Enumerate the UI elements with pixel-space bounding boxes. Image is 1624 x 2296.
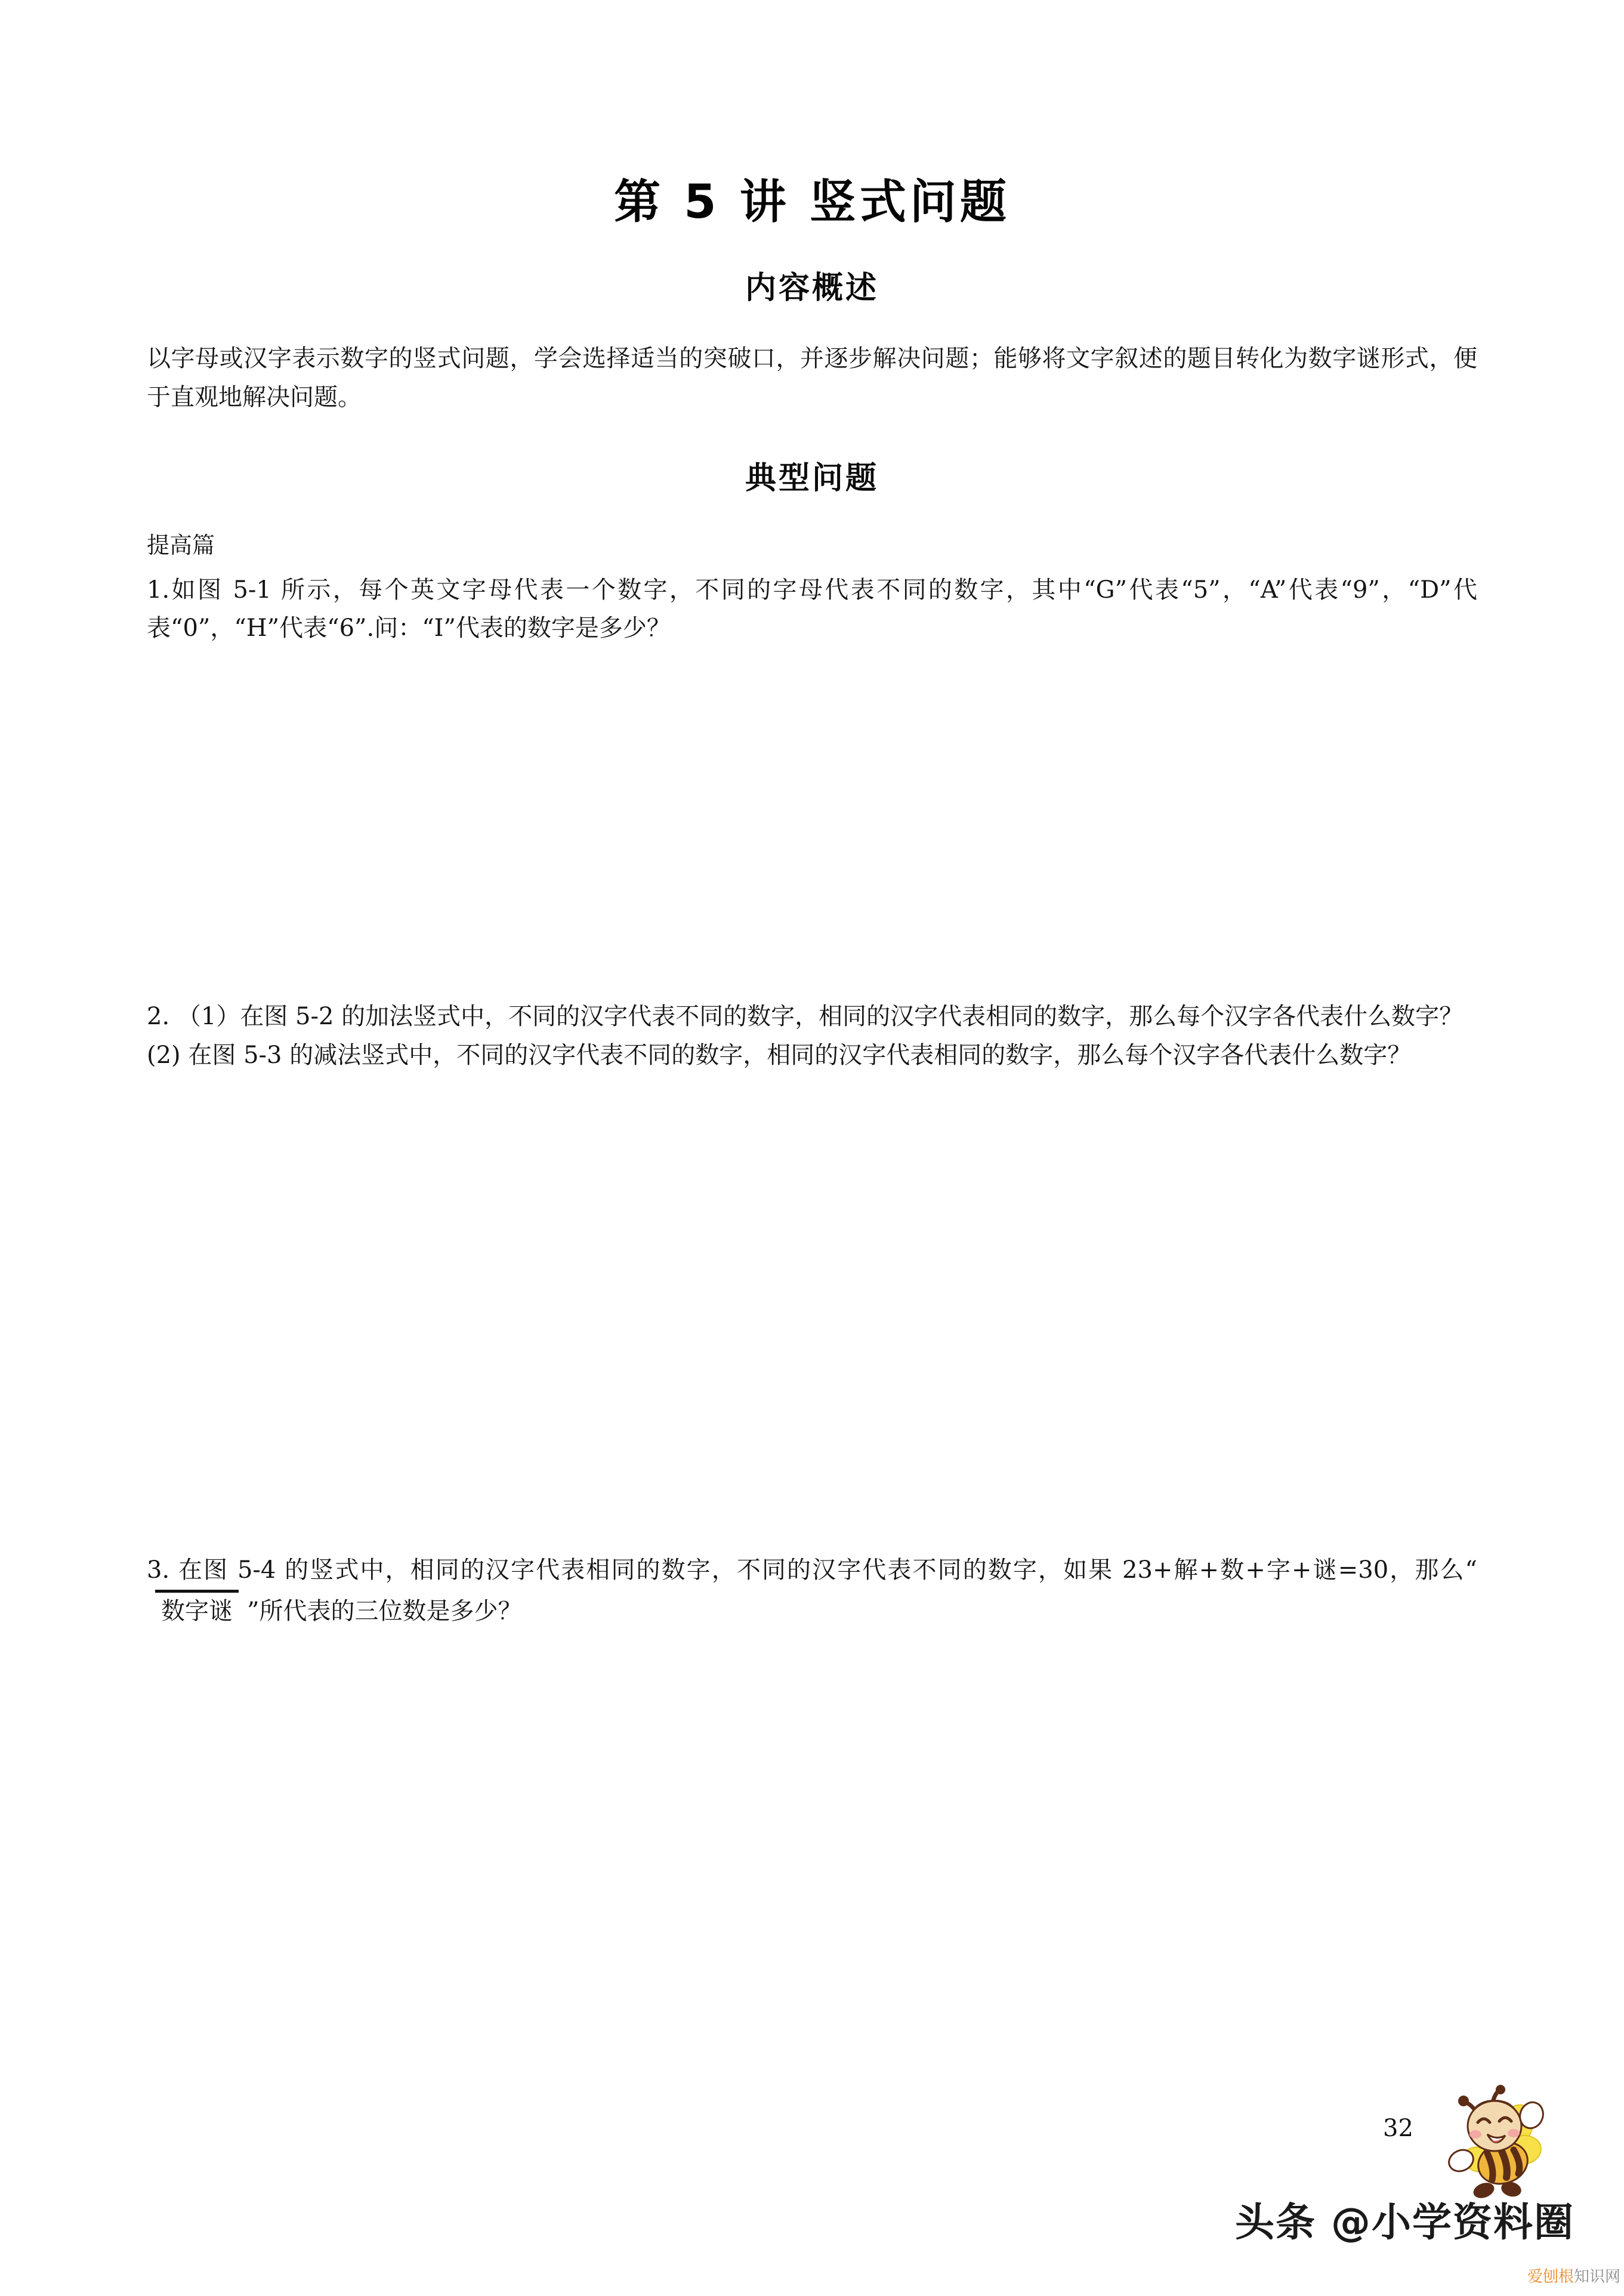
problem-1-text: 1.如图 5-1 所示，每个英文字母代表一个数字，不同的字母代表不同的数字，其中“G”代表“5”，“A”代表“9”，“D”代表“0”，“H”代表“6”.问：“I”代表的数字是多少？ xyxy=(147,576,1477,642)
problem-3-overlined-term: 数字谜 xyxy=(155,1590,239,1626)
problem-2-part-2: (2) 在图 5-3 的减法竖式中，不同的汉字代表不同的数字，相同的汉字代表相同的数字，那么每个汉字各代表什么数字？ xyxy=(147,1041,1412,1069)
problem-3-part-2: ”所代表的三位数是多少？ xyxy=(247,1597,522,1625)
site-mark-gray: 知识网 xyxy=(1574,2268,1621,2286)
typical-problems-heading: 典型问题 xyxy=(745,459,879,496)
problem-2-part-1: 2. （1）在图 5-2 的加法竖式中，不同的汉字代表不同的数字，相同的汉字代表相同的数字，那么每个汉字各代表什么数字？ xyxy=(147,1003,1464,1030)
watermark-text: 头条 @小学资料圈 xyxy=(1235,2199,1574,2245)
site-mark xyxy=(1527,2264,1620,2286)
problem-3-part-1: 3. 在图 5-4 的竖式中，相同的汉字代表相同的数字，不同的汉字代表不同的数字，如果 23+解+数+字+谜=30，那么“ xyxy=(147,1556,1477,1584)
site-mark-orange: 爱刨根 xyxy=(1527,2268,1574,2286)
page-number: 32 xyxy=(1383,2115,1413,2142)
problem-3-text xyxy=(147,1551,1477,1631)
bee-mascot-icon xyxy=(1441,2083,1548,2202)
overview-text: 以字母或汉字表示数字的竖式问题，学会选择适当的突破口，并逐步解决问题；能够将文字叙述的题目转化为数字谜形式，便于直观地解决问题。 xyxy=(147,345,1477,411)
difficulty-label: 提高篇 xyxy=(147,531,215,558)
overview-heading: 内容概述 xyxy=(745,270,879,306)
page-title: 第 5 讲 竖式问题 xyxy=(614,175,1010,229)
problem-2-text xyxy=(147,997,1477,1075)
